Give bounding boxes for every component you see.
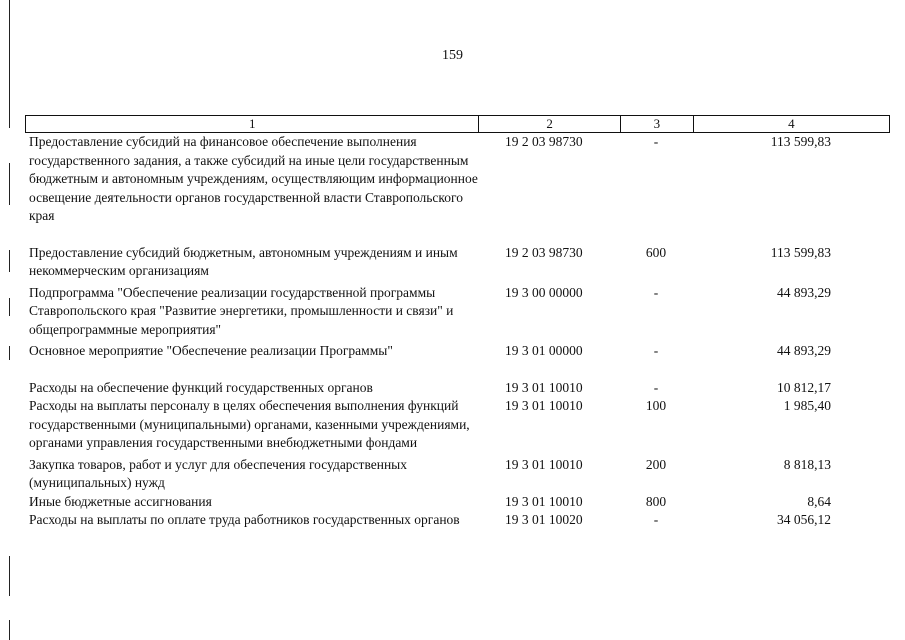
margin-line-top bbox=[9, 0, 10, 128]
row-name: Расходы на выплаты по оплате труда работников государственных органов bbox=[29, 512, 460, 527]
row-name: Закупка товаров, работ и услуг для обеспечения государственных (муниципальных) нужд bbox=[29, 456, 408, 490]
row-code: 19 3 01 00000 bbox=[505, 343, 583, 358]
row-sum: 44 893,29 bbox=[777, 343, 831, 358]
table-header bbox=[25, 115, 890, 133]
margin-mark-1 bbox=[9, 163, 10, 205]
row-code: 19 3 01 10010 bbox=[505, 379, 583, 395]
table-row bbox=[25, 284, 890, 340]
page-number: 159 bbox=[442, 48, 463, 63]
row-sum: 8,64 bbox=[807, 493, 831, 509]
row-type: - bbox=[653, 379, 659, 395]
row-code: 19 3 00 00000 bbox=[505, 284, 583, 300]
row-type: - bbox=[653, 134, 659, 149]
table-row bbox=[25, 511, 890, 530]
row-sum: 1 985,40 bbox=[783, 398, 831, 413]
margin-mark-5 bbox=[9, 556, 10, 596]
row-code: 19 2 03 98730 bbox=[505, 244, 583, 260]
row-sum: 10 812,17 bbox=[777, 379, 831, 395]
row-code: 19 3 01 10010 bbox=[505, 398, 583, 413]
row-code: 19 3 01 10020 bbox=[505, 512, 583, 527]
header-col-2: 2 bbox=[479, 116, 621, 132]
row-code: 19 3 01 10010 bbox=[505, 493, 583, 509]
row-sum: 113 599,83 bbox=[770, 244, 831, 260]
table-row bbox=[25, 397, 890, 453]
header-col-3: 3 bbox=[621, 116, 694, 132]
row-name: Подпрограмма "Обеспечение реализации государственной программы Ставропольского края "Развитие энергетики, промышленности и связи" и общепрограммные мероприятия" bbox=[29, 284, 454, 337]
row-name: Иные бюджетные ассигнования bbox=[29, 493, 212, 509]
table-row bbox=[25, 133, 890, 226]
row-sum: 8 818,13 bbox=[783, 456, 831, 472]
row-type: - bbox=[653, 343, 659, 358]
table-row bbox=[25, 244, 890, 281]
row-type: - bbox=[653, 512, 659, 527]
row-sum: 113 599,83 bbox=[770, 134, 831, 149]
row-sum: 44 893,29 bbox=[777, 284, 831, 300]
margin-mark-6 bbox=[9, 620, 10, 640]
row-type: 600 bbox=[645, 244, 667, 260]
row-type: 200 bbox=[645, 456, 667, 472]
header-col-1: 1 bbox=[26, 116, 479, 132]
row-name: Расходы на выплаты персоналу в целях обеспечения выполнения функций государственными (муниципальными) органами, казенными учреждениями, органами управления государственными внебюджетными фондами bbox=[29, 398, 470, 450]
table-row bbox=[25, 379, 890, 398]
row-type: - bbox=[653, 284, 659, 300]
table-row bbox=[25, 456, 890, 493]
row-type: 100 bbox=[645, 398, 667, 413]
header-col-4: 4 bbox=[788, 116, 795, 131]
margin-mark-2 bbox=[9, 250, 10, 272]
row-name: Предоставление субсидий бюджетным, автономным учреждениям и иным некоммерческим организациям bbox=[29, 244, 458, 278]
row-sum: 34 056,12 bbox=[777, 512, 831, 527]
margin-mark-3 bbox=[9, 298, 10, 316]
row-type: 800 bbox=[645, 493, 667, 509]
row-name: Расходы на обеспечение функций государственных органов bbox=[29, 379, 373, 395]
table-row bbox=[25, 493, 890, 512]
table-row bbox=[25, 342, 890, 361]
margin-mark-4 bbox=[9, 346, 10, 360]
row-name: Предоставление субсидий на финансовое обеспечение выполнения государственного задания, а также субсидий на иные цели государственным бюджетным и автономным учреждениям, осуществляющим информационное освещение деятельности органов государственной власти Ставропольского края bbox=[29, 134, 478, 223]
budget-table bbox=[25, 115, 890, 530]
row-name: Основное мероприятие "Обеспечение реализации Программы" bbox=[29, 343, 393, 358]
row-code: 19 2 03 98730 bbox=[505, 134, 583, 149]
row-code: 19 3 01 10010 bbox=[505, 456, 583, 472]
